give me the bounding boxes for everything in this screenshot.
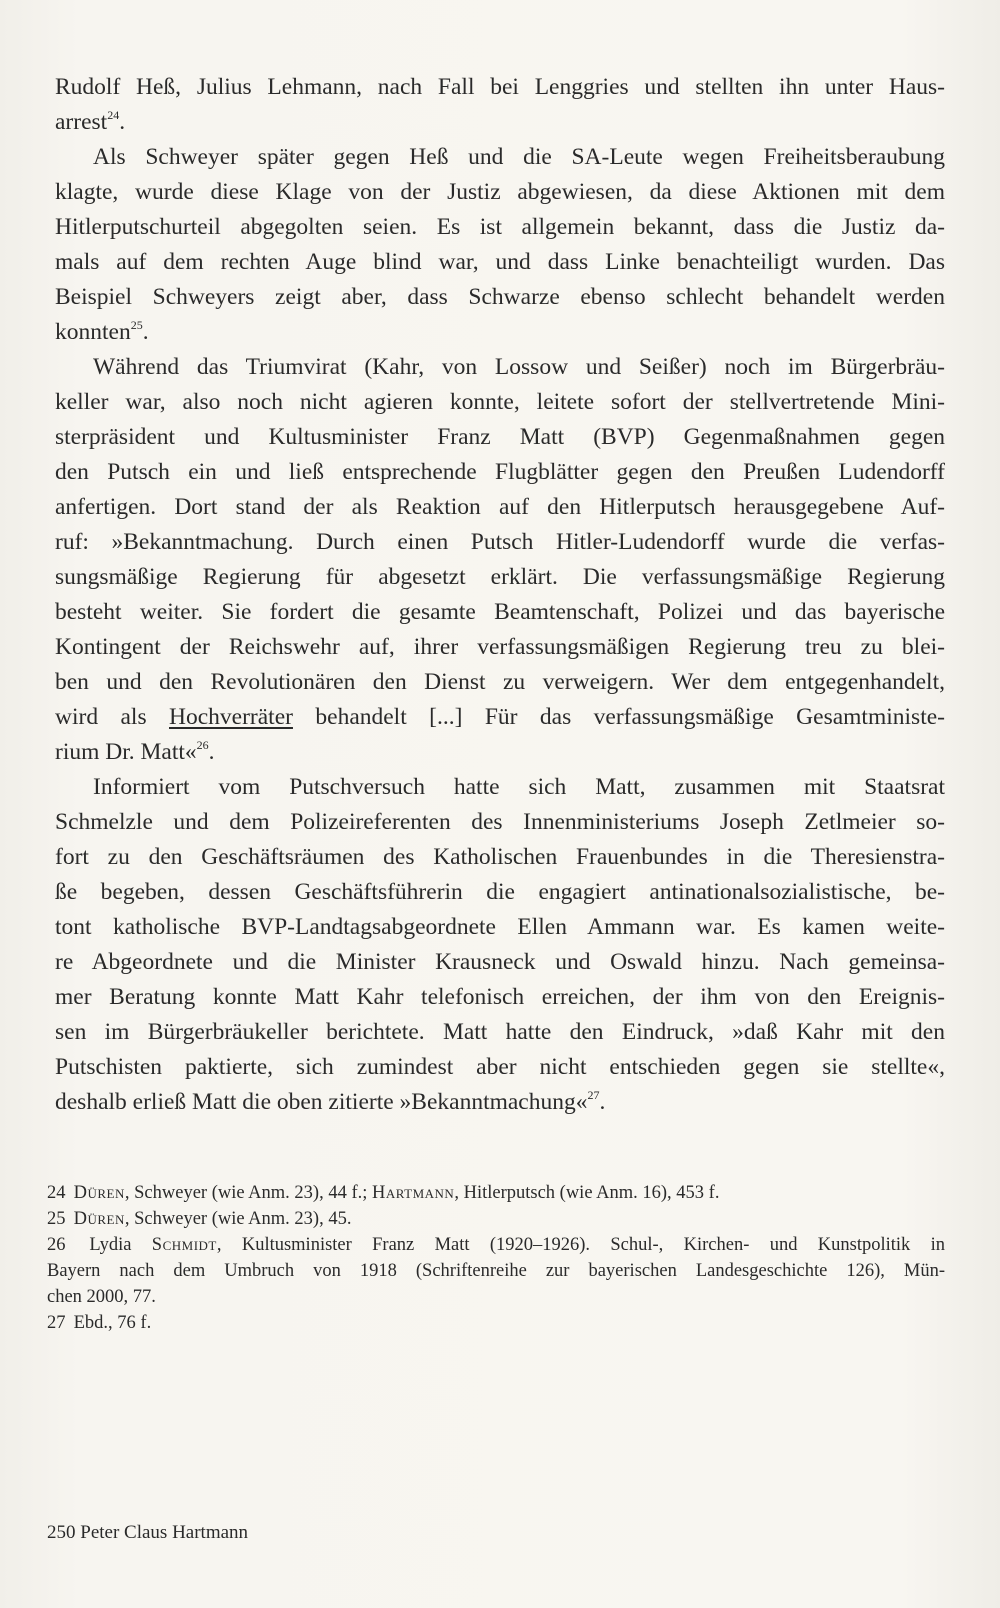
- footnote-24: 24 Düren, Schweyer (wie Anm. 23), 44 f.; Hartmann, Hitlerputsch (wie Anm. 16), 453 f.: [47, 1183, 720, 1203]
- text-line: Informiert vom Putschversuch hatte sich Matt, zusammen mit Staatsrat: [93, 774, 945, 800]
- text-line: deshalb erließ Matt die oben zitierte »Bekanntmachung«$^{27}$.: [55, 1088, 606, 1115]
- text-line: ben und den Revolutionären den Dienst zu verweigern. Wer dem entgegenhandelt,: [55, 669, 945, 695]
- text-line: Schmelzle und dem Polizeireferenten des Innenministeriums Joseph Zetlmeier so-: [55, 809, 945, 835]
- text-line: Beispiel Schweyers zeigt aber, dass Schwarze ebenso schlecht behandelt werden: [55, 284, 945, 310]
- text-line: anfertigen. Dort stand der als Reaktion auf den Hitlerputsch herausgegebene Auf-: [55, 494, 945, 520]
- text-line: klagte, wurde diese Klage von der Justiz abgewiesen, da diese Aktionen mit dem: [55, 179, 945, 205]
- footnote-ref-26: 26: [196, 738, 209, 752]
- text-line: fort zu den Geschäftsräumen des Katholischen Frauenbundes in die Theresienstra-: [55, 844, 945, 870]
- underlined-word: Hochverräter: [169, 704, 293, 730]
- text-line: re Abgeordnete und die Minister Krausneck und Oswald hinzu. Nach gemeinsa-: [55, 949, 945, 975]
- page-number: 250: [47, 1522, 76, 1543]
- text-line: Hitlerputschurteil abgegolten seien. Es ist allgemein bekannt, dass die Justiz da-: [55, 214, 945, 240]
- footnote-ref-24: 24: [107, 108, 120, 122]
- text-line: ruf: »Bekanntmachung. Durch einen Putsch Hitler-Ludendorff wurde die verfas-: [55, 529, 945, 555]
- footnote-ref-27: 27: [587, 1088, 600, 1102]
- text-line: ße begeben, dessen Geschäftsführerin die engagiert antinationalsozialistische, be-: [55, 879, 945, 905]
- footnote-26-line-3: chen 2000, 77.: [47, 1287, 156, 1307]
- text-line: tont katholische BVP-Landtagsabgeordnete Ellen Ammann war. Es kamen weite-: [55, 914, 945, 940]
- text-line: wird als Hochverräter behandelt [...] Für das verfassungsmäßige Gesamtministe-: [55, 704, 945, 730]
- text-line: mer Beratung konnte Matt Kahr telefonisch erreichen, der ihm von den Ereignis-: [55, 984, 945, 1010]
- footnote-26: 26 Lydia Schmidt, Kultusminister Franz Matt (1920–1926). Schul-, Kirchen- und Kunstpolitik in: [47, 1235, 945, 1255]
- text-line: mals auf dem rechten Auge blind war, und dass Linke benachteiligt wurden. Das: [55, 249, 945, 275]
- text-line: den Putsch ein und ließ entsprechende Flugblätter gegen den Preußen Ludendorff: [55, 459, 945, 485]
- text-line: besteht weiter. Sie fordert die gesamte Beamtenschaft, Polizei und das bayerische: [55, 599, 945, 625]
- main-text: [55, 70, 945, 1120]
- footnotes: [47, 1180, 945, 1336]
- text-line: Während das Triumvirat (Kahr, von Lossow und Seißer) noch im Bürgerbräu-: [93, 354, 945, 380]
- footnote-25: 25 Düren, Schweyer (wie Anm. 23), 45.: [47, 1209, 352, 1229]
- text-line: Kontingent der Reichswehr auf, ihrer verfassungsmäßigen Regierung treu zu blei-: [55, 634, 945, 660]
- footnote-ref-25: 25: [130, 318, 143, 332]
- text-line: Als Schweyer später gegen Heß und die SA-Leute wegen Freiheitsberaubung: [93, 144, 945, 170]
- text-line: sen im Bürgerbräukeller berichtete. Matt hatte den Eindruck, »daß Kahr mit den: [55, 1019, 945, 1045]
- page-footer: [47, 1522, 248, 1544]
- text-line: konnten$^{25}$.: [55, 318, 149, 345]
- text-line: sungsmäßige Regierung für abgesetzt erklärt. Die verfassungsmäßige Regierung: [55, 564, 945, 590]
- footnote-27: 27 Ebd., 76 f.: [47, 1313, 152, 1333]
- text-line: Putschisten paktierte, sich zumindest aber nicht entschieden gegen sie stellte«,: [55, 1054, 945, 1080]
- text-line: rium Dr. Matt«$^{26}$.: [55, 738, 215, 765]
- footnote-26-line-2: Bayern nach dem Umbruch von 1918 (Schriftenreihe zur bayerischen Landesgeschichte 126), Mün-: [47, 1261, 945, 1281]
- text-line: Rudolf Heß, Julius Lehmann, nach Fall bei Lenggries und stellten ihn unter Haus-: [55, 74, 945, 100]
- text-line: sterpräsident und Kultusminister Franz Matt (BVP) Gegenmaßnahmen gegen: [55, 424, 945, 450]
- running-author: Peter Claus Hartmann: [80, 1522, 249, 1543]
- text-line: keller war, also noch nicht agieren konnte, leitete sofort der stellvertretende Mini-: [55, 389, 945, 415]
- text-line: arrest$^{24}$.: [55, 108, 126, 135]
